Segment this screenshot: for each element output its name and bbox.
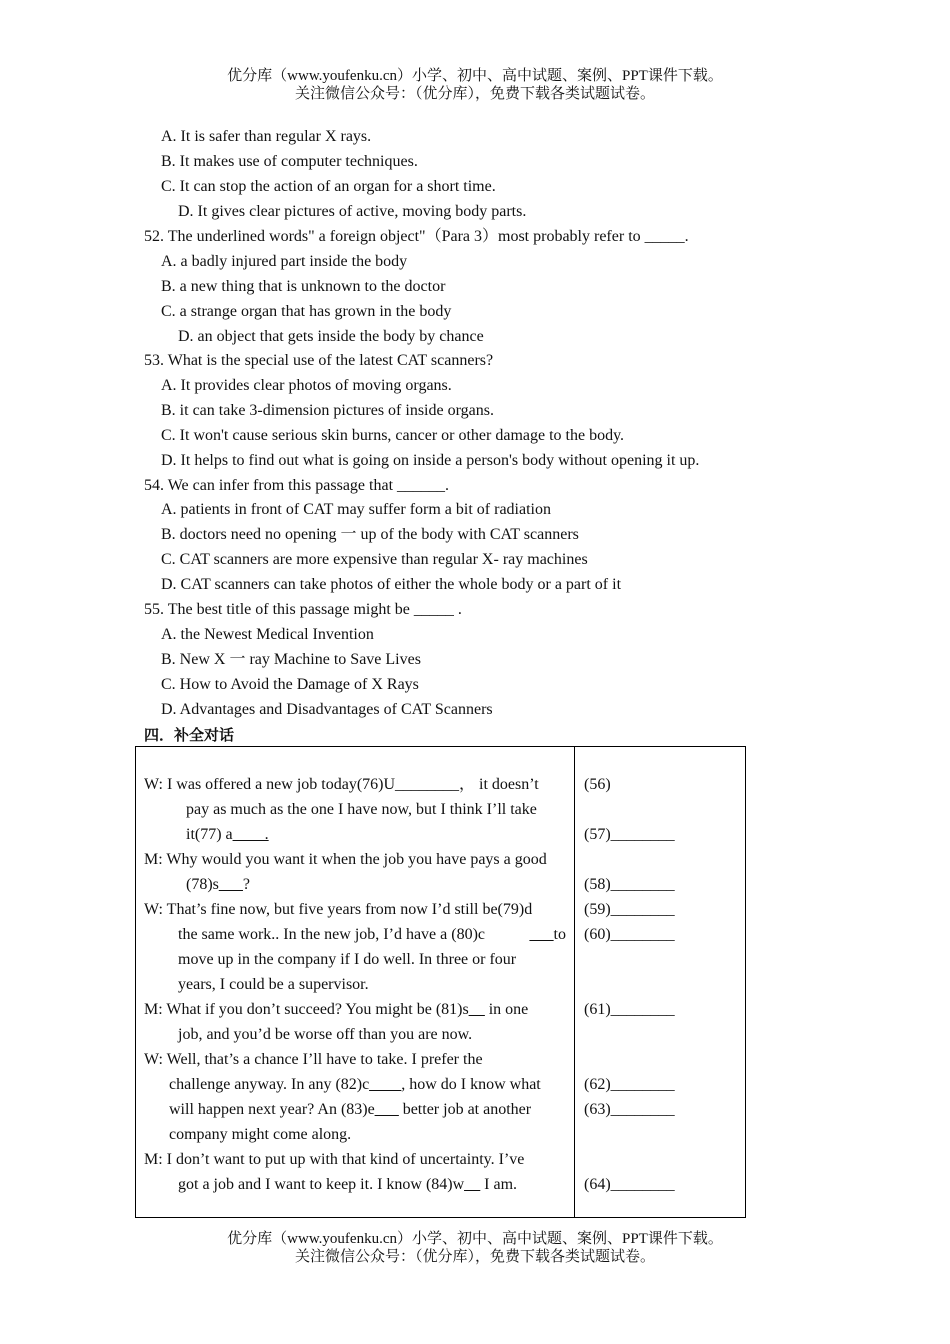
q52-option-b: B. a new thing that is unknown to the doctor xyxy=(161,278,446,295)
dialog-w1-line3: it(77) a____. xyxy=(186,826,269,843)
answer-56: (56) xyxy=(584,776,611,793)
q55-stem: 55. The best title of this passage might be _____ . xyxy=(144,601,462,618)
answer-64: (64)________ xyxy=(584,1176,675,1193)
q55-option-d: D. Advantages and Disadvantages of CAT Scanners xyxy=(161,701,493,718)
page-header xyxy=(0,67,950,103)
dialog-w3-line1: W: Well, that’s a chance I’ll have to take. I prefer the xyxy=(144,1051,483,1068)
dialog-table-divider xyxy=(574,746,575,1218)
dialog-m1-line1: M: Why would you want it when the job you have pays a good xyxy=(144,851,547,868)
blank-83: ___ xyxy=(374,1101,399,1118)
dialog-w2-line4: years, I could be a supervisor. xyxy=(178,976,369,993)
answer-60: (60)________ xyxy=(584,926,675,943)
blank-80: ___ xyxy=(529,926,554,943)
q55-option-a: A. the Newest Medical Invention xyxy=(161,626,374,643)
dialog-w2-line2: the same work.. In the new job, I’d have a (80)c ___to xyxy=(178,926,566,943)
q54-option-c: C. CAT scanners are more expensive than regular X- ray machines xyxy=(161,551,588,568)
section-4-title: 四．补全对话 xyxy=(144,726,235,744)
dialog-w2-line3: move up in the company if I do well. In three or four xyxy=(178,951,517,968)
answer-57: (57)________ xyxy=(584,826,675,843)
dialog-w1-line1: W: I was offered a new job today(76)U________， it doesn’t xyxy=(144,776,539,793)
dialog-m1-line2: (78)s___? xyxy=(186,876,250,893)
footer-line-1: 优分库（www.youfenku.cn）小学、初中、高中试题、案例、PPT课件下载。 xyxy=(227,1231,723,1247)
answer-63: (63)________ xyxy=(584,1101,675,1118)
q53-option-a: A. It provides clear photos of moving organs. xyxy=(161,377,452,394)
q51-option-b: B. It makes use of computer techniques. xyxy=(161,153,418,170)
q52-option-c: C. a strange organ that has grown in the body xyxy=(161,303,452,320)
dialog-w1-line2: pay as much as the one I have now, but I think I’ll take xyxy=(186,801,537,818)
q55-option-c: C. How to Avoid the Damage of X Rays xyxy=(161,676,419,693)
dialog-m2-line2: job, and you’d be worse off than you are now. xyxy=(178,1026,473,1043)
blank-81: __ xyxy=(468,1001,485,1018)
q52-option-d: D. an object that gets inside the body by chance xyxy=(178,328,484,345)
dialog-w3-line3: will happen next year? An (83)e___ better job at another xyxy=(169,1101,532,1118)
blank-82: ____ xyxy=(369,1076,402,1093)
page-footer xyxy=(0,1230,950,1266)
q52-option-a: A. a badly injured part inside the body xyxy=(161,253,408,270)
dialog-w3-line4: company might come along. xyxy=(169,1126,352,1143)
dialog-w3-line2: challenge anyway. In any (82)c____, how do I know what xyxy=(169,1076,541,1093)
q51-option-c: C. It can stop the action of an organ for a short time. xyxy=(161,178,496,195)
blank-77: ____. xyxy=(232,826,269,843)
header-line-1: 优分库（www.youfenku.cn）小学、初中、高中试题、案例、PPT课件下载。 xyxy=(227,68,723,84)
blank-78: ___ xyxy=(218,876,243,893)
q53-option-b: B. it can take 3-dimension pictures of inside organs. xyxy=(161,402,494,419)
dialog-m3-line2: got a job and I want to keep it. I know (84)w__ I am. xyxy=(178,1176,518,1193)
q52-stem: 52. The underlined words" a foreign object"（Para 3）most probably refer to _____. xyxy=(144,228,689,245)
answer-61: (61)________ xyxy=(584,1001,675,1018)
q53-option-d: D. It helps to find out what is going on inside a person's body without opening it up. xyxy=(161,452,700,469)
q51-option-d: D. It gives clear pictures of active, moving body parts. xyxy=(178,203,527,220)
q51-option-a: A. It is safer than regular X rays. xyxy=(161,128,372,145)
header-line-2: 关注微信公众号：（优分库），免费下载各类试题试卷。 xyxy=(294,86,655,102)
answer-58: (58)________ xyxy=(584,876,675,893)
footer-line-2: 关注微信公众号：（优分库），免费下载各类试题试卷。 xyxy=(294,1249,655,1265)
q53-option-c: C. It won't cause serious skin burns, cancer or other damage to the body. xyxy=(161,427,625,444)
q54-option-a: A. patients in front of CAT may suffer form a bit of radiation xyxy=(161,501,551,518)
q54-option-d: D. CAT scanners can take photos of either the whole body or a part of it xyxy=(161,576,622,593)
blank-84: __ xyxy=(464,1176,481,1193)
q54-stem: 54. We can infer from this passage that ______. xyxy=(144,477,450,494)
q53-stem: 53. What is the special use of the latest CAT scanners? xyxy=(144,352,494,369)
answer-59: (59)________ xyxy=(584,901,675,918)
dialog-m2-line1: M: What if you don’t succeed? You might be (81)s__ in one xyxy=(144,1001,529,1018)
dialog-m3-line1: M: I don’t want to put up with that kind of uncertainty. I’ve xyxy=(144,1151,525,1168)
answer-62: (62)________ xyxy=(584,1076,675,1093)
q54-option-b: B. doctors need no opening 一 up of the body with CAT scanners xyxy=(161,526,579,543)
q55-option-b: B. New X 一 ray Machine to Save Lives xyxy=(161,651,421,668)
dialog-w2-line1: W: That’s fine now, but five years from now I’d still be(79)d xyxy=(144,901,533,918)
